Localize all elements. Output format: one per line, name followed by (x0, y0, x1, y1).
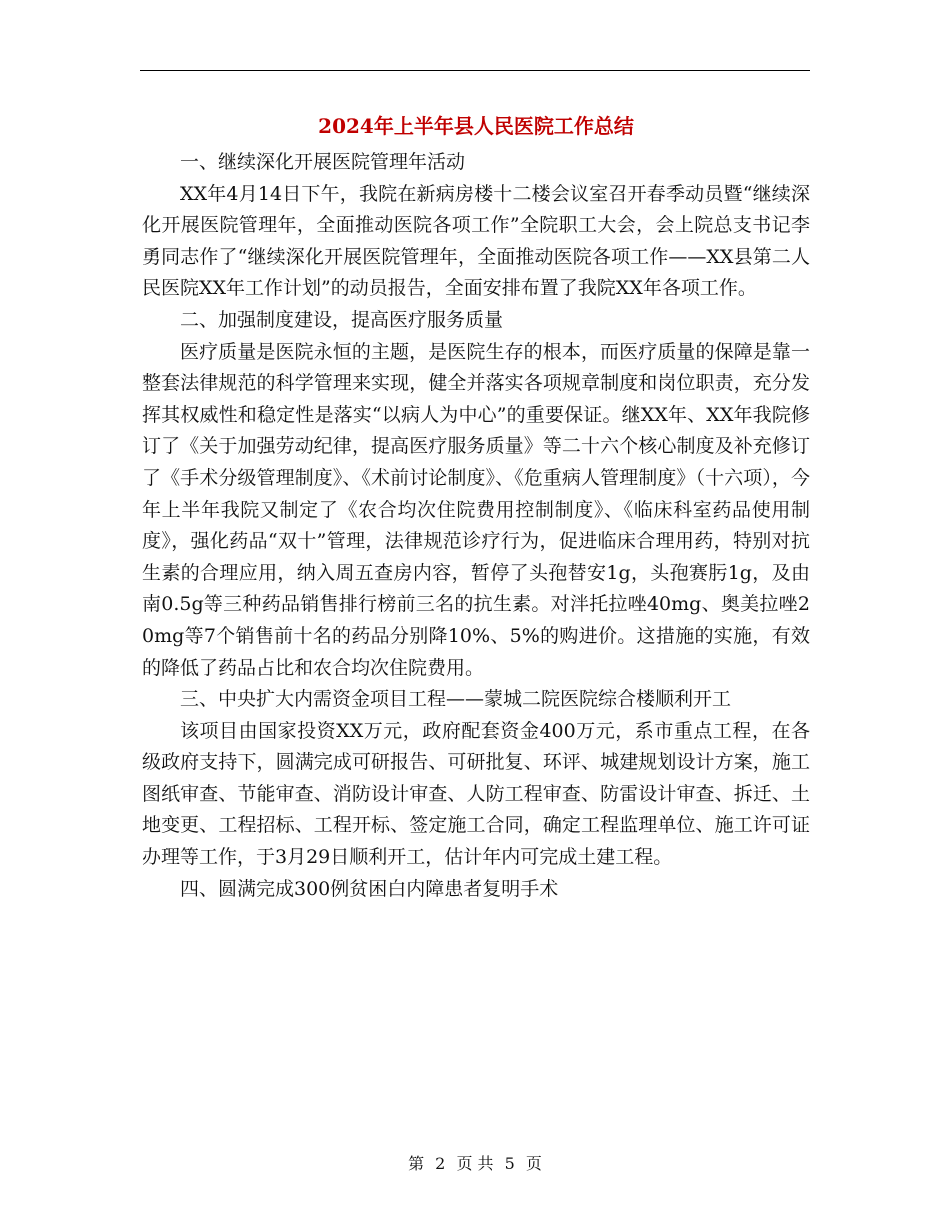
footer-middle: 页 共 (456, 1154, 494, 1173)
document-title: 2024年上半年县人民医院工作总结 (318, 114, 634, 138)
section-body-2: 医疗质量是医院永恒的主题，是医院生存的根本，而医疗质量的保障是靠一整套法律规范的科学管理来实现，健全并落实各项规章制度和岗位职责，充分发挥其权威性和稳定性是落实“以病人为中心”的重要保证。继XX年、XX年我院修订了《关于加强劳动纪律，提高医疗服务质量》等二十六个核心制度及补充修订了《手术分级管理制度》、《术前讨论制度》、《危重病人管理制度》（十六项），今年上半年我院又制定了《农合均次住院费用控制制度》、《临床科室药品使用制度》，强化药品“双十”管理，法律规范诊疗行为，促进临床合理用药，特别对抗生素的合理应用，纳入周五查房内容，暂停了头孢替安1g，头孢赛肟1g，及由南0.5g等三种药品销售排行榜前三名的抗生素。对泮托拉唑40mg、奥美拉唑20mg等7个销售前十名的药品分别降10%、5%的购进价。这措施的实施，有效的降低了药品占比和农合均次住院费用。 (142, 340, 810, 679)
header-rule (140, 70, 810, 71)
footer-page-number: 2 (435, 1154, 446, 1173)
section-heading-4: 四、圆满完成300例贫困白内障患者复明手术 (180, 877, 559, 900)
section-heading-2: 二、加强制度建设，提高医疗服务质量 (180, 308, 504, 331)
footer-suffix: 页 (525, 1154, 542, 1173)
document-body (142, 108, 810, 905)
footer-prefix: 第 (408, 1154, 425, 1173)
section-heading-1: 一、继续深化开展医院管理年活动 (180, 151, 466, 173)
section-body-3: 该项目由国家投资XX万元，政府配套资金400万元，系市重点工程，在各级政府支持下，圆满完成可研报告、可研批复、环评、城建规划设计方案，施工图纸审查、节能审查、消防设计审查、人防工程审查、防雷设计审查、拆迁、土地变更、工程招标、工程开标、签定施工合同，确定工程监理单位、施工许可证办理等工作，于3月29日顺利开工，估计年内可完成土建工程。 (142, 719, 810, 869)
page-footer (0, 1153, 950, 1175)
section-body-1: XX年4月14日下午，我院在新病房楼十二楼会议室召开春季动员暨“继续深化开展医院管理年，全面推动医院各项工作”全院职工大会，会上院总支书记李勇同志作了“继续深化开展医院管理年，全面推动医院各项工作——XX县第二人民医院XX年工作计划”的动员报告，全面安排布置了我院XX年各项工作。 (142, 182, 810, 300)
footer-page-total: 5 (504, 1154, 515, 1173)
section-heading-3: 三、中央扩大内需资金项目工程——蒙城二院医院综合楼顺利开工 (180, 688, 732, 711)
